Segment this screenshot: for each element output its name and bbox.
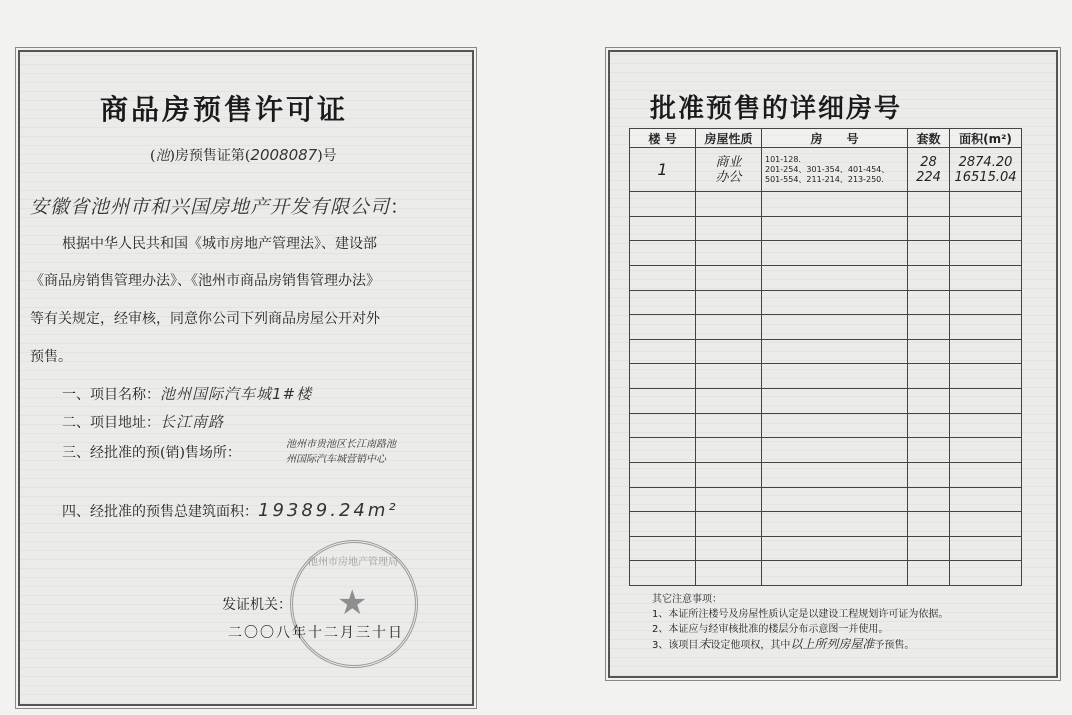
project-address-value: 长江南路 (160, 413, 225, 431)
table-cell-empty (908, 462, 950, 487)
table-cell-empty (908, 389, 950, 414)
body-line-2: 《商品房销售管理办法》、《池州市商品房销售管理办法》 (30, 273, 380, 289)
issuer-label: 发证机关： (222, 597, 292, 613)
table-cell-empty (950, 216, 1022, 241)
project-address-row (62, 411, 224, 432)
cell-rooms-line1: 101-128. (765, 154, 801, 164)
table-cell-empty (630, 315, 696, 340)
header-area: 面积(m²) (950, 129, 1022, 148)
cert-number-hand: 2008087 (250, 146, 318, 164)
table-cell-empty (696, 265, 762, 290)
table-cell-empty (696, 487, 762, 512)
table-cell-empty (762, 364, 908, 389)
table-cell-empty (950, 536, 1022, 561)
table-cell-empty (762, 389, 908, 414)
table-cell-empty (908, 413, 950, 438)
project-address-label: 二、项目地址： (62, 415, 160, 431)
cell-count-line2: 224 (916, 169, 941, 185)
cell-area (950, 148, 1022, 192)
table-row-empty (630, 290, 1022, 315)
table-row-empty (630, 389, 1022, 414)
cell-rooms (762, 148, 908, 192)
table-cell-empty (762, 561, 908, 586)
project-name-label: 一、项目名称： (62, 387, 160, 403)
table-cell-empty (908, 438, 950, 463)
table-cell-empty (696, 462, 762, 487)
cell-nature (696, 148, 762, 192)
table-row-empty (630, 216, 1022, 241)
note-3-c: 予预售。 (874, 640, 915, 651)
seal-star-icon: ★ (337, 583, 368, 623)
table-cell-empty (696, 241, 762, 266)
table-cell-empty (696, 413, 762, 438)
table-cell-empty (630, 487, 696, 512)
body-line-4: 预售。 (30, 349, 72, 365)
permit-title: 商品房预售许可证 (100, 93, 349, 126)
table-cell-empty (762, 241, 908, 266)
table-cell-empty (630, 512, 696, 537)
table-cell-empty (630, 389, 696, 414)
table-cell-empty (696, 536, 762, 561)
table-cell-empty (696, 192, 762, 217)
table-cell-empty (950, 413, 1022, 438)
room-detail-table (629, 128, 1022, 586)
table-cell-empty (950, 364, 1022, 389)
table-cell-empty (762, 438, 908, 463)
cell-rooms-line3: 501-554、211-214、213-250. (765, 174, 884, 184)
table-cell-empty (696, 438, 762, 463)
table-cell-empty (950, 438, 1022, 463)
note-3-a: 3、该项目 (652, 640, 699, 651)
header-nature: 房屋性质 (696, 129, 762, 148)
note-1: 1、本证所注楼号及房屋性质认定是以建设工程规划许可证为依据。 (652, 609, 949, 620)
table-cell-empty (696, 364, 762, 389)
table-row-empty (630, 487, 1022, 512)
table-cell-empty (696, 290, 762, 315)
table-cell-empty (630, 216, 696, 241)
table-cell-empty (950, 462, 1022, 487)
table-cell-empty (630, 561, 696, 586)
table-row-empty (630, 561, 1022, 586)
cert-suffix: )号 (317, 148, 337, 164)
table-cell-empty (908, 561, 950, 586)
table-cell-empty (630, 462, 696, 487)
notes-title: 其它注意事项： (652, 594, 722, 605)
table-row-empty (630, 364, 1022, 389)
table-cell-empty (950, 192, 1022, 217)
table-row (630, 148, 1022, 192)
table-cell-empty (630, 339, 696, 364)
table-cell-empty (696, 315, 762, 340)
seal-text: 池州市房地产管理局 (308, 557, 398, 568)
table-cell-empty (630, 290, 696, 315)
table-row-empty (630, 462, 1022, 487)
table-cell-empty (630, 364, 696, 389)
table-row-empty (630, 512, 1022, 537)
table-header-row (630, 129, 1022, 148)
table-cell-empty (950, 290, 1022, 315)
table-cell-empty (762, 265, 908, 290)
table-cell-empty (950, 487, 1022, 512)
table-row-empty (630, 315, 1022, 340)
table-row-empty (630, 241, 1022, 266)
table-cell-empty (908, 364, 950, 389)
detail-title: 批准预售的详细房号 (650, 94, 903, 124)
table-cell-empty (696, 339, 762, 364)
table-cell-empty (908, 241, 950, 266)
table-cell-empty (950, 265, 1022, 290)
table-cell-empty (630, 192, 696, 217)
table-row-empty (630, 265, 1022, 290)
table-cell-empty (630, 413, 696, 438)
table-cell-empty (630, 241, 696, 266)
company-suffix: ： (390, 196, 411, 218)
table-cell-empty (908, 487, 950, 512)
table-cell-empty (950, 241, 1022, 266)
cell-nature-line1: 商业 (715, 154, 742, 170)
table-cell-empty (950, 561, 1022, 586)
sales-venue-value-line2: 州国际汽车城营销中心 (286, 454, 386, 465)
table-cell-empty (908, 512, 950, 537)
table-cell-empty (762, 290, 908, 315)
cell-nature-line2: 办公 (715, 169, 742, 185)
table-cell-empty (762, 462, 908, 487)
table-cell-empty (696, 561, 762, 586)
total-area-value: 19389.24m² (258, 500, 399, 521)
note-2: 2、本证应与经审核批准的楼层分布示意图一并使用。 (652, 624, 889, 635)
table-cell-empty (950, 339, 1022, 364)
table-cell-empty (762, 536, 908, 561)
body-line-1: 根据中华人民共和国《城市房地产管理法》、建设部 (62, 236, 377, 252)
table-cell-empty (762, 192, 908, 217)
table-row-empty (630, 192, 1022, 217)
table-cell-empty (696, 512, 762, 537)
header-building: 楼 号 (630, 129, 696, 148)
table-cell-empty (950, 389, 1022, 414)
table-cell-empty (630, 536, 696, 561)
header-rooms: 房 号 (762, 129, 908, 148)
cell-count (908, 148, 950, 192)
certificate-number (150, 145, 337, 165)
table-cell-empty (762, 339, 908, 364)
note-3-hand-b: 以上所列房屋准 (790, 637, 875, 651)
cell-count-line1: 28 (920, 154, 937, 170)
table-cell-empty (696, 389, 762, 414)
table-cell-empty (950, 315, 1022, 340)
table-cell-empty (908, 192, 950, 217)
cell-area-line1: 2874.20 (958, 154, 1013, 170)
table-cell-empty (630, 438, 696, 463)
table-cell-empty (762, 413, 908, 438)
sales-venue-label: 三、经批准的预(销)售场所： (62, 445, 241, 461)
official-seal (290, 540, 418, 668)
body-line-3: 等有关规定，经审核，同意你公司下列商品房屋公开对外 (30, 311, 380, 327)
table-cell-empty (908, 265, 950, 290)
cert-prefix: ( (150, 148, 156, 164)
cell-rooms-line2: 201-254、301-354、401-454、 (765, 164, 890, 174)
cell-building: 1 (630, 148, 696, 192)
table-cell-empty (630, 265, 696, 290)
note-3 (652, 637, 948, 653)
company-name-hand: 安徽省池州市和兴国房地产开发有限公司 (30, 196, 391, 218)
total-area-row (62, 500, 399, 521)
table-cell-empty (908, 216, 950, 241)
note-3-hand-a: 未 (698, 637, 711, 651)
sales-venue-value-line1: 池州市贵池区长江南路池 (286, 439, 396, 450)
table-cell-empty (696, 216, 762, 241)
header-count: 套数 (908, 129, 950, 148)
table-cell-empty (908, 315, 950, 340)
notes-block (652, 592, 948, 653)
table-cell-empty (762, 315, 908, 340)
project-name-value: 池州国际汽车城1#楼 (160, 385, 313, 403)
project-name-row (62, 383, 312, 404)
cert-mid: )房预售证第( (169, 148, 251, 164)
company-name (30, 192, 410, 219)
table-cell-empty (950, 512, 1022, 537)
cell-area-line2: 16515.04 (954, 169, 1017, 185)
cert-prefix-hand: 池 (155, 148, 170, 164)
table-cell-empty (762, 487, 908, 512)
table-row-empty (630, 438, 1022, 463)
table-cell-empty (908, 536, 950, 561)
note-3-b: 设定他项权，其中 (710, 640, 791, 651)
total-area-label: 四、经批准的预售总建筑面积： (62, 504, 258, 520)
issue-date: 二〇〇八年十二月三十日 (228, 625, 404, 641)
table-cell-empty (908, 339, 950, 364)
table-row-empty (630, 413, 1022, 438)
table-row-empty (630, 536, 1022, 561)
table-cell-empty (908, 290, 950, 315)
table-cell-empty (762, 216, 908, 241)
table-row-empty (630, 339, 1022, 364)
table-cell-empty (762, 512, 908, 537)
